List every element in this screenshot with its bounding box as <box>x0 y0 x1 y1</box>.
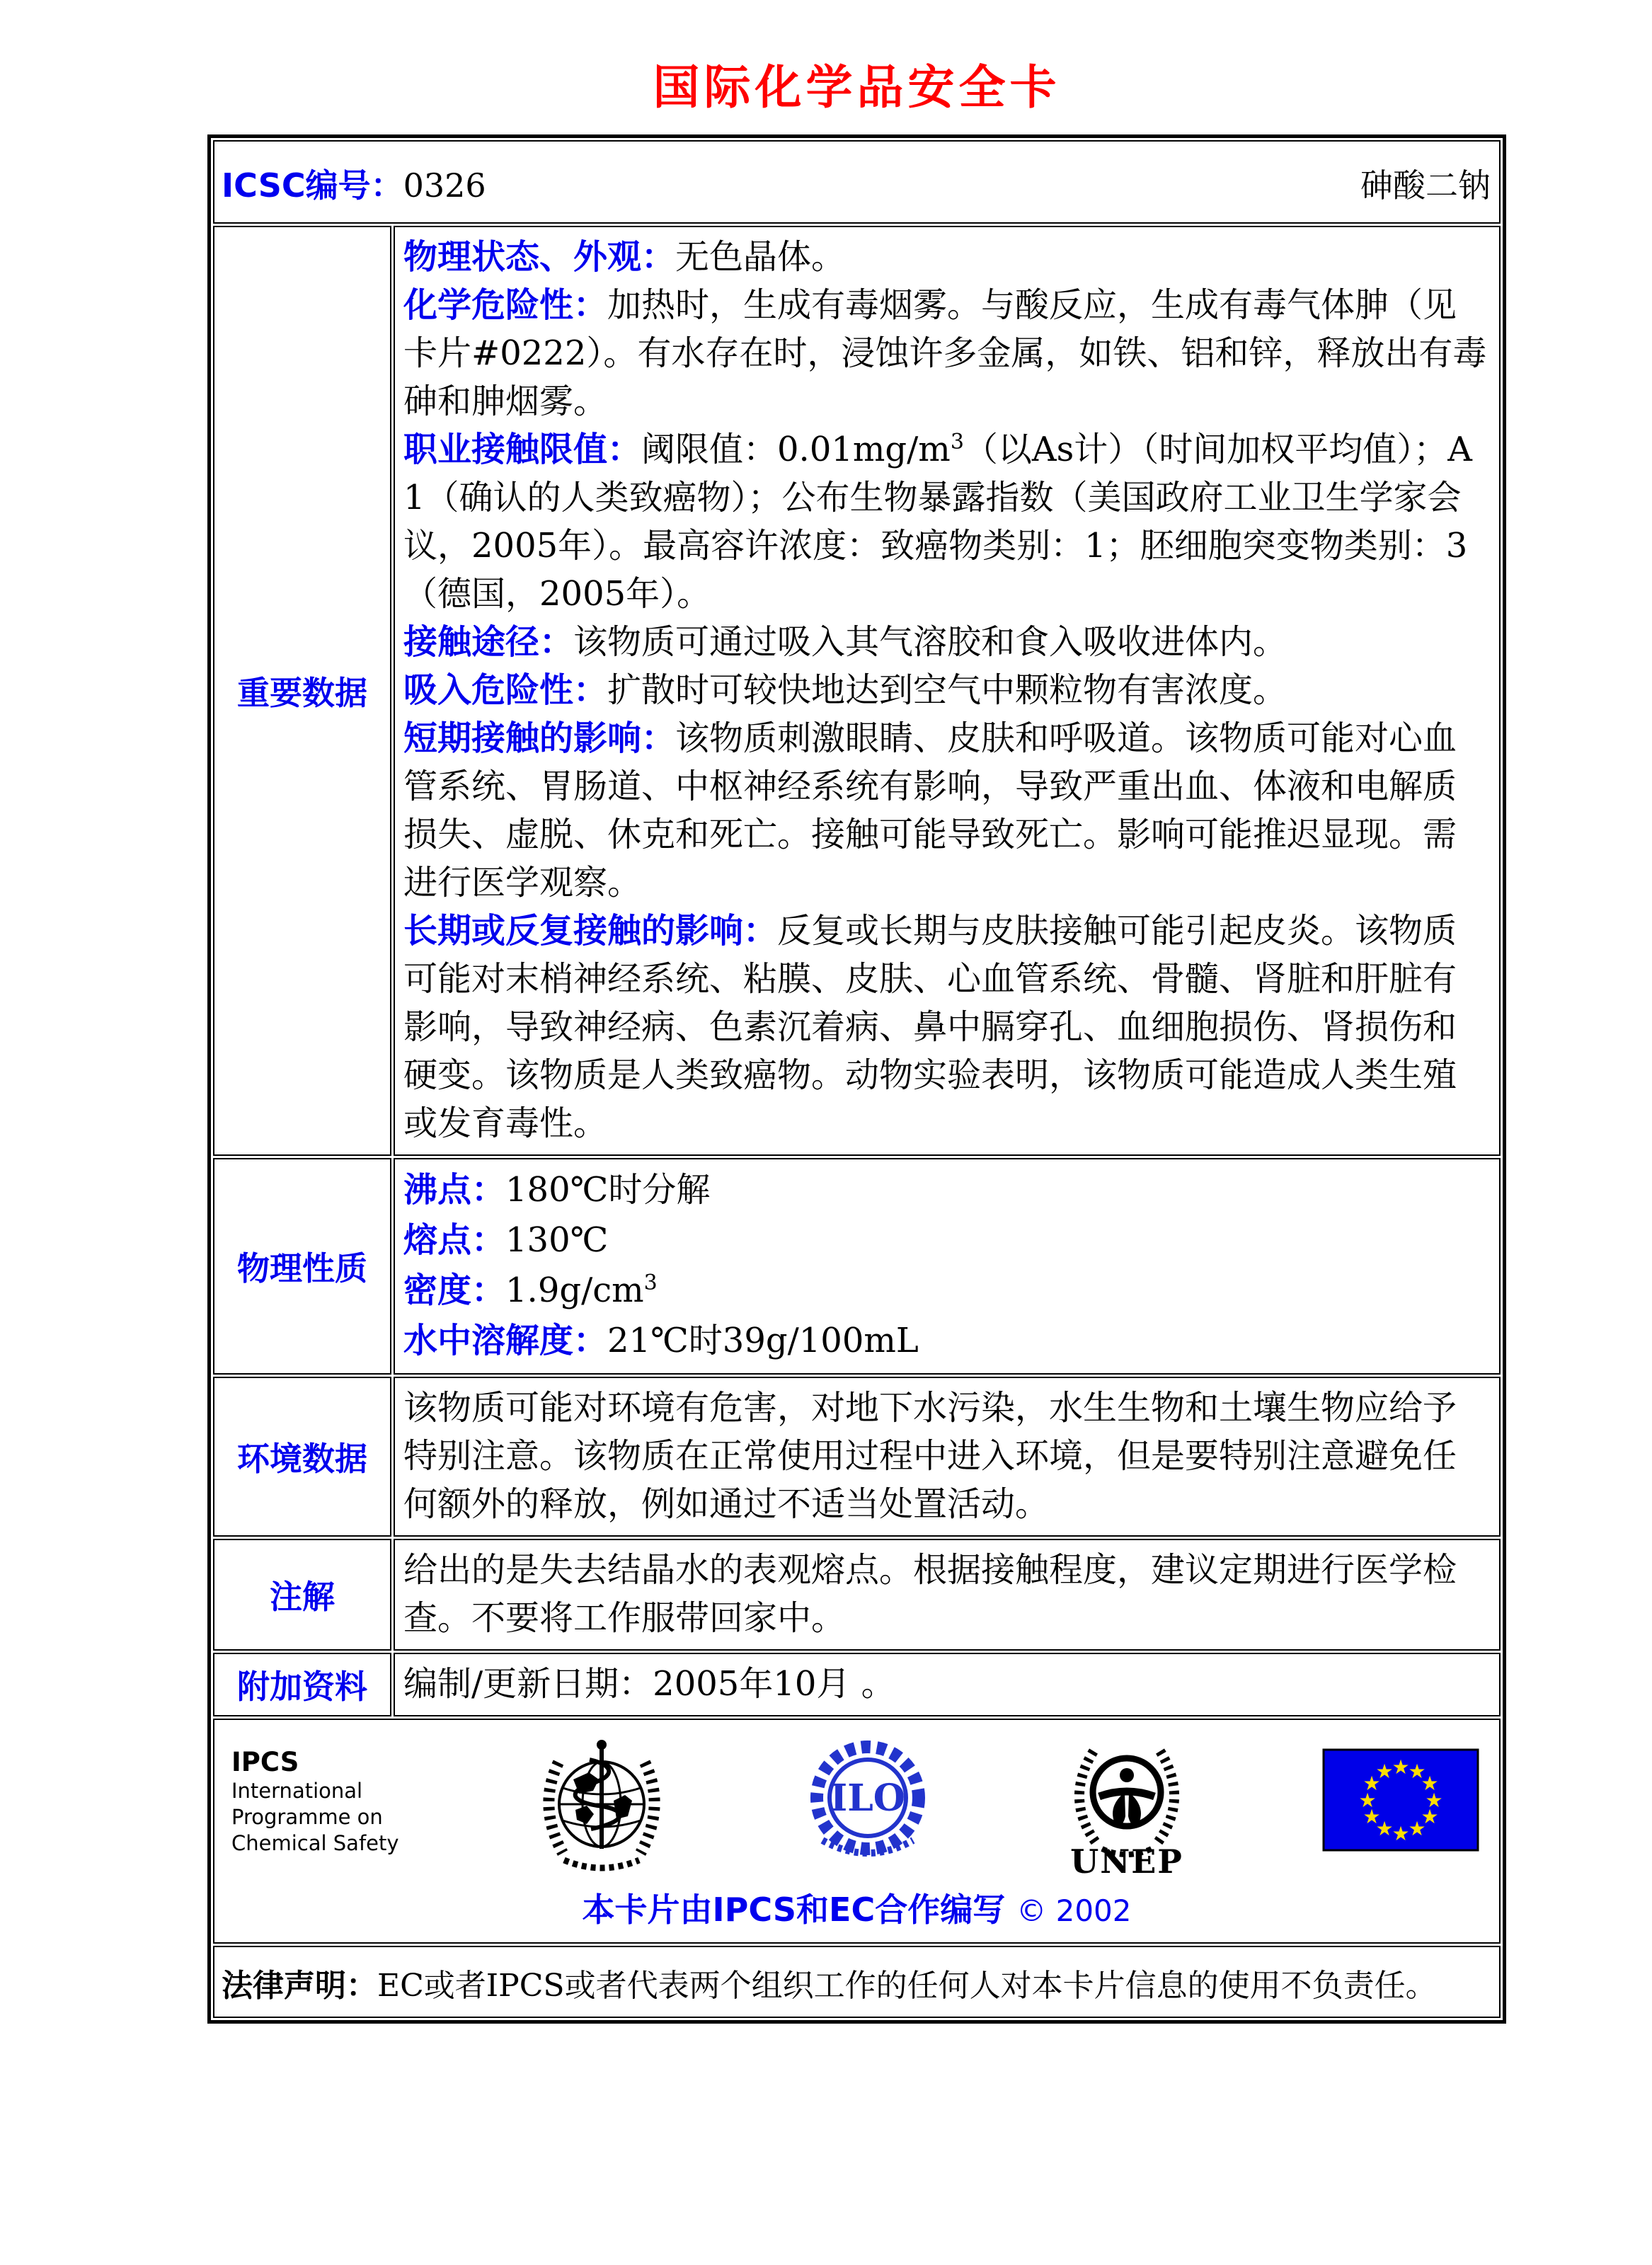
header-row <box>213 140 1501 224</box>
field-additional-text <box>403 1660 1489 1708</box>
ipcs-text-block <box>231 1736 399 1857</box>
superscript: 3 <box>643 1271 658 1295</box>
field-text: 反复或长期与皮肤接触可能引起皮炎。该物质可能对末梢神经系统、粘膜、皮肤、心血管系统、骨髓、肾脏和肝脏有影响，导致神经病、色素沉着病、鼻中膈穿孔、血细胞损伤、肾损伤和硬变。该物质是人类致癌物。动物实验表明，该物质可能造成人类生殖或发育毒性。 <box>403 911 1457 1143</box>
icsc-number-value: 0326 <box>403 166 486 205</box>
row-additional-info <box>213 1653 1501 1716</box>
svg-text:★: ★ <box>1363 1805 1381 1828</box>
field-density <box>403 1266 1489 1316</box>
caption-text: 本卡片由IPCS和EC合作编写 <box>582 1891 1006 1929</box>
field-label: 熔点： <box>403 1220 506 1260</box>
field-label: 职业接触限值： <box>403 430 642 469</box>
svg-text:★: ★ <box>1375 1817 1394 1840</box>
logos-strip <box>222 1730 1492 1877</box>
row-label-notes: 注解 <box>213 1539 391 1651</box>
field-text: 21℃时39g/100mL <box>607 1321 919 1360</box>
superscript: 3 <box>950 430 964 454</box>
icsc-number-group <box>222 160 486 207</box>
field-text: 130℃ <box>505 1220 609 1260</box>
row-legal-notice <box>213 1946 1501 2018</box>
field-text: 阈限值：0.01mg/m <box>641 430 951 469</box>
field-chemical-danger <box>403 281 1489 425</box>
field-text: 180℃时分解 <box>505 1170 711 1210</box>
field-melting-point <box>403 1215 1489 1266</box>
row-logos <box>213 1719 1501 1944</box>
field-label: 长期或反复接触的影响： <box>403 911 778 951</box>
field-label: 化学危险性： <box>403 285 608 325</box>
row-environmental-data <box>213 1377 1501 1537</box>
svg-text:★: ★ <box>1425 1789 1443 1812</box>
field-water-solubility <box>403 1316 1489 1366</box>
field-text: 该物质可能对环境有危害，对地下水污染，水生生物和土壤生物应给予特别注意。该物质在正常使用过程中进入环境，但是要特别注意避免任何额外的释放，例如通过不适当处置活动。 <box>403 1388 1457 1524</box>
unep-logo-icon <box>1067 1736 1187 1877</box>
ipcs-line: International <box>231 1779 363 1803</box>
ipcs-line: Programme on <box>231 1805 383 1829</box>
svg-text:★: ★ <box>1375 1760 1394 1783</box>
row-important-data <box>213 226 1501 1156</box>
field-text: 编制/更新日期：2005年10月 。 <box>403 1664 895 1704</box>
chemical-name: 砷酸二钠 <box>1360 166 1491 205</box>
field-label: 物理状态、外观： <box>403 237 676 277</box>
field-long-term-effects <box>403 907 1489 1147</box>
field-label: 接触途径： <box>403 622 574 662</box>
svg-text:★: ★ <box>1421 1772 1439 1795</box>
field-boiling-point <box>403 1165 1489 1215</box>
cooperation-caption <box>222 1884 1492 1931</box>
physical-properties-content <box>394 1158 1501 1375</box>
field-label: 沸点： <box>403 1170 506 1210</box>
row-label-environmental-data: 环境数据 <box>213 1377 391 1537</box>
notes-content <box>394 1539 1501 1651</box>
page-title: 国际化学品安全卡 <box>653 60 1061 115</box>
row-label-additional-info: 附加资料 <box>213 1653 391 1716</box>
copyright-text: © 2002 <box>1016 1893 1132 1928</box>
row-physical-properties <box>213 1158 1501 1375</box>
eu-flag-icon <box>1322 1748 1479 1852</box>
field-label: 水中溶解度： <box>403 1321 608 1360</box>
svg-text:UNEP: UNEP <box>1069 1842 1183 1877</box>
field-exposure-routes <box>403 618 1489 666</box>
ipcs-line: Chemical Safety <box>231 1831 399 1855</box>
field-occupational-exposure-limit <box>403 425 1489 618</box>
svg-text:★: ★ <box>1408 1817 1426 1840</box>
icsc-number-label: ICSC编号： <box>222 166 403 205</box>
field-inhalation-risk <box>403 666 1489 714</box>
row-label-important-data: 重要数据 <box>213 226 391 1156</box>
svg-text:★: ★ <box>1421 1805 1439 1828</box>
field-text: 无色晶体。 <box>675 237 846 277</box>
svg-text:★: ★ <box>1392 1822 1410 1845</box>
field-text: 1.9g/cm <box>505 1271 644 1310</box>
icsc-card-table <box>207 134 1506 2024</box>
row-label-physical-properties: 物理性质 <box>213 1158 391 1375</box>
field-text: 给出的是失去结晶水的表观熔点。根据接触程度，建议定期进行医学检查。不要将工作服带回家中。 <box>403 1550 1457 1638</box>
header-cell <box>213 140 1501 224</box>
row-notes <box>213 1539 1501 1651</box>
field-text: 该物质刺激眼睛、皮肤和呼吸道。该物质可能对心血管系统、胃肠道、中枢神经系统有影响，导致严重出血、体液和电解质损失、虚脱、休克和死亡。接触可能导致死亡。影响可能推迟显现。需进行医学观察。 <box>403 718 1457 902</box>
svg-text:★: ★ <box>1363 1772 1381 1795</box>
field-label: 吸入危险性： <box>403 670 608 710</box>
svg-text:ILO: ILO <box>830 1777 905 1820</box>
field-text: 加热时，生成有毒烟雾。与酸反应，生成有毒气体胂（见卡片#0222）。有水存在时，浸蚀许多金属，如铁、铝和锌，释放出有毒砷和胂烟雾。 <box>403 285 1487 421</box>
environmental-data-content <box>394 1377 1501 1537</box>
field-text: 扩散时可较快地达到空气中颗粒物有害浓度。 <box>607 670 1287 710</box>
field-environment-text <box>403 1384 1489 1528</box>
legal-notice-label: 法律声明： <box>222 1968 377 2004</box>
field-label: 短期接触的影响： <box>403 718 676 758</box>
logos-cell <box>213 1719 1501 1944</box>
legal-notice-cell <box>213 1946 1501 2018</box>
field-text: 该物质可通过吸入其气溶胶和食入吸收进体内。 <box>573 622 1287 662</box>
field-notes-text <box>403 1546 1489 1642</box>
svg-text:★: ★ <box>1408 1760 1426 1783</box>
important-data-content <box>394 226 1501 1156</box>
field-short-term-effects <box>403 714 1489 907</box>
additional-info-content <box>394 1653 1501 1716</box>
who-logo-icon <box>534 1736 669 1877</box>
svg-text:★: ★ <box>1392 1755 1410 1779</box>
field-text: （以As计）（时间加权平均值）；A1（确认的人类致癌物）；公布生物暴露指数（美国政府工业卫生学家会议，2005年）。最高容许浓度：致癌物类别：1；胚细胞突变物类别：3（德国，2005年）。 <box>403 430 1472 614</box>
svg-text:★: ★ <box>1358 1789 1377 1812</box>
field-label: 密度： <box>403 1271 506 1310</box>
legal-notice-text: EC或者IPCS或者代表两个组织工作的任何人对本卡片信息的使用不负责任。 <box>377 1968 1437 2004</box>
ipcs-title: IPCS <box>231 1747 299 1777</box>
ilo-logo-icon <box>804 1736 931 1870</box>
field-physical-state <box>403 233 1489 281</box>
